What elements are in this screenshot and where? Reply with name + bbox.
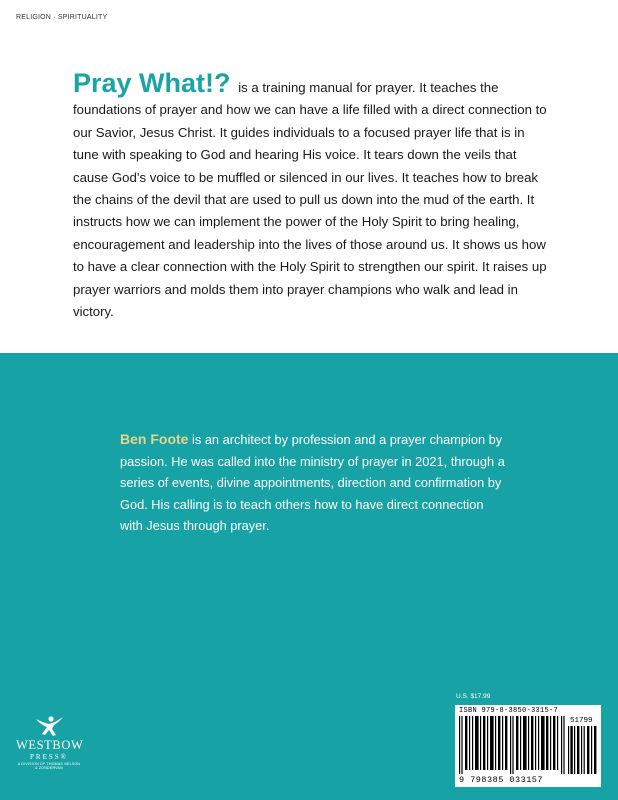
category-label: RELIGION · SPIRITUALITY <box>16 14 108 21</box>
publisher-logo <box>16 715 82 770</box>
author-bio-text: is an architect by profession and a prayer champion by passion. He was called into the ministry of prayer in 2021, through a series of events, divine appointments, direction and confirmation by God. His calling is to teach others how to have direct connection with Jesus through prayer. <box>120 432 505 533</box>
isbn-label: ISBN 979-8-3850-3315-7 <box>459 707 559 715</box>
book-title: Pray What!? <box>73 68 231 98</box>
publisher-name: WESTBOW <box>16 738 84 752</box>
author-panel <box>0 353 618 800</box>
publisher-division: A DIVISION OF THOMAS NELSON & ZONDERVAN <box>17 762 81 771</box>
book-description <box>73 68 553 323</box>
addon-barcode-bars <box>568 726 598 774</box>
publisher-press: PRESS® <box>30 753 68 761</box>
author-bio <box>120 429 505 537</box>
description-text: is a training manual for prayer. It teaches the foundations of prayer and how we can have a life filled with a direct connection to our Savior, Jesus Christ. It guides individuals to a focused prayer life that is in tune with speaking to God and hearing His voice. It tears down the veils that cause God’s voice to be muffled or silenced in our lives. It teaches how to break the chains of the devil that are used to pull us down into the mud of the earth. It instructs how we can implement the power of the Holy Spirit to bring healing, encouragement and leadership into the lives of those around us. It shows us how to have a clear connection with the Holy Spirit to strengthen our spirit. It raises up prayer warriors and molds them into prayer champions who walk and lead in victory. <box>73 80 547 320</box>
barcode-digits: 9 798385 033157 <box>459 775 544 785</box>
figure-icon <box>34 715 64 737</box>
ean-barcode-bars <box>459 716 567 774</box>
price-label: U.S. $17.99 <box>456 693 491 700</box>
addon-digits: 51799 <box>570 717 593 725</box>
author-name: Ben Foote <box>120 431 189 447</box>
barcode <box>455 705 601 787</box>
